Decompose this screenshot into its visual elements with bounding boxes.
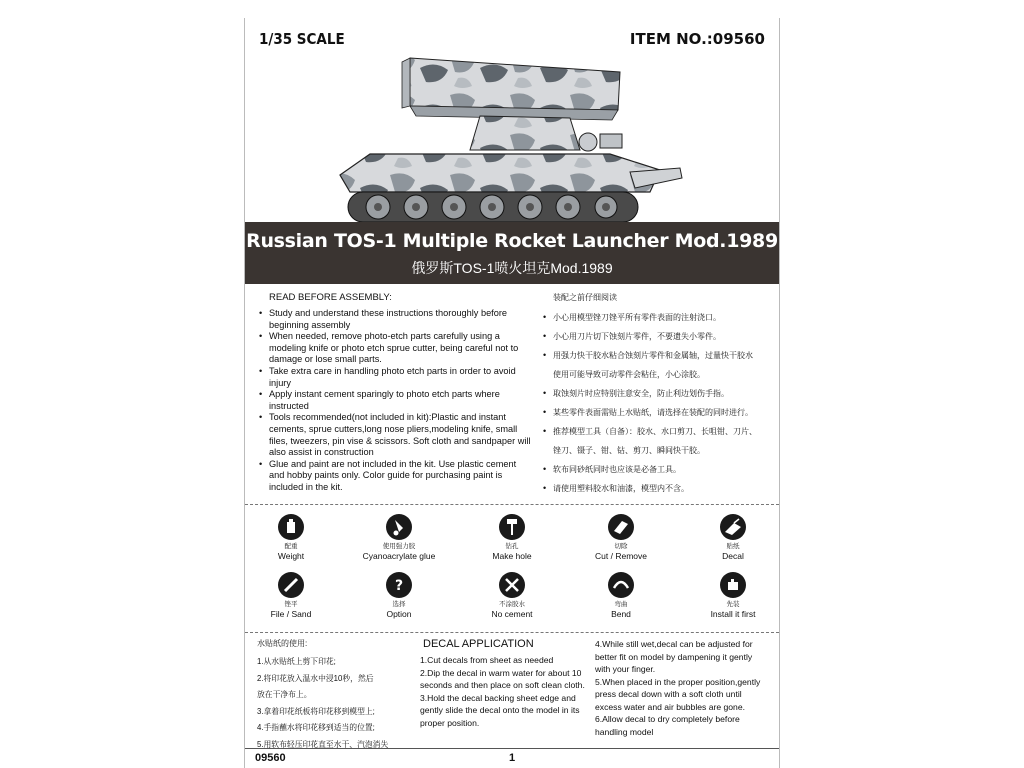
list-item: 2.将印花放入温水中浸10秒，然后 [257,673,374,683]
list-item: 3.Hold the decal backing sheet edge and [420,692,576,703]
list-item: 1.Cut decals from sheet as needed [420,655,554,665]
list-item: 1.从水贴纸上剪下印花; [257,657,336,666]
list-item: handling model [595,726,654,737]
item-number: ITEM NO.:09560 [629,30,765,48]
list-item: • 用强力快干胶水粘合蚀刻片零件和金属轴，过量快干胶水 [543,346,773,365]
list-item: • 软布同砂纸同时也应该是必备工具。 [543,460,773,479]
decal-heading: DECAL APPLICATION [423,638,534,650]
drill-icon [499,514,525,540]
list-item: excess water and air bubbles are gone. [595,701,746,712]
list-item: • Apply instant cement sparingly to photo etch parts where instructed [259,389,534,412]
legend-option: ? 选择 Option [345,572,453,619]
list-item: • 取蚀刻片时应特别注意安全，防止利边划伤手指。 [543,384,773,403]
list-item: • Glue and paint are not included in the kit. Use plastic cement and hobby paints only. Color guide for purchasing paint is included in the kit. [259,459,534,494]
read-before-list [259,308,534,494]
scale-label: 1/35 SCALE [259,30,345,48]
legend-glue: 使用强力胶 Cyanoacrylate glue [345,514,453,561]
list-item: 锉刀、镊子、钳、钻、剪刀、瞬间快干胶。 [553,446,705,455]
no-cement-icon [499,572,525,598]
legend-drill: 钻孔 Make hole [458,514,566,561]
title-band [245,222,779,284]
title-chinese: 俄罗斯TOS-1喷火坦克Mod.1989 [411,260,613,276]
legend-no-cement: 不涂胶水 No cement [458,572,566,619]
decal-steps-1 [420,654,600,729]
decal-icon [720,514,746,540]
decal-steps-cn [257,654,417,753]
title-english: Russian TOS-1 Multiple Rocket Launcher Mod.1989 [246,230,778,252]
glue-drop-icon [386,514,412,540]
list-item: • 某些零件表面需贴上水贴纸，请选择在装配的同时进行。 [543,403,773,422]
list-item: • 请使用塑料胶水和油漆，模型内不含。 [543,479,773,498]
list-item: 4.While still wet,decal can be adjusted for [595,639,753,649]
svg-text:?: ? [394,578,404,594]
list-item: seconds and then place on soft clean cloth. [420,680,585,690]
decal-heading-cn: 水贴纸的使用: [257,639,308,648]
tos1-tank-illustration [330,50,695,228]
legend-bend: 弯曲 Bend [567,572,675,619]
symbol-legend [245,514,779,632]
divider [245,632,779,633]
list-item: 3.拿着印花纸板将印花移到模型上; [257,706,375,716]
instruction-sheet [244,18,780,768]
list-item: 放在干净布上。 [257,690,312,699]
list-item: 6.Allow decal to dry completely before [595,714,740,724]
question-icon [386,572,412,598]
list-item: • 推荐模型工具（自备）：胶水、水口剪刀、长咀钳、刀片、 [543,422,773,441]
decal-steps-2 [595,638,775,738]
list-item: • Study and understand these instructions thoroughly before beginning assembly [259,308,534,331]
weight-icon [278,514,304,540]
list-item: 2.Dip the decal in warm water for about 10 [420,667,582,678]
legend-decal: 贴纸 Decal [679,514,780,561]
footer-item-code: 09560 [255,752,286,764]
read-before-list-cn [543,308,773,498]
list-item: 4.手指蘸水将印花移到适当的位置; [257,723,375,732]
list-item: • Tools recommended(not included in kit):Plastic and instant cements, sprue cutters,long nose pliers,modeling knife, small files, tweezers, pin vise & scissors. Soft cloth and sandpaper will also assist in construction [259,412,534,458]
list-item: 5.用软布轻压印花直至水干、汽泡消失 [257,739,389,749]
cut-icon [608,514,634,540]
list-item: better fit on model by dampening it gently [595,651,753,662]
legend-weight: 配重 Weight [244,514,345,561]
footer-rule [245,748,779,749]
read-before-heading: READ BEFORE ASSEMBLY: [269,292,392,303]
list-item: proper position. [420,717,480,728]
legend-install-first: 先装 Install it first [679,572,780,619]
list-item: • Take extra care in handling photo etch parts in order to avoid injury [259,366,534,389]
list-item: 使用可能导致可动零件会粘住，小心涂胶。 [553,370,705,379]
list-item: gently slide the decal onto the model in its [420,705,580,715]
legend-file: 锉平 File / Sand [244,572,345,619]
page-number: 1 [509,752,516,764]
list-item: press decal down with a soft cloth until [595,689,742,699]
hand-icon [720,572,746,598]
divider [245,504,779,505]
list-item: with your finger. [595,664,656,674]
list-item: • 小心用刀片切下蚀刻片零件，不要遗失小零件。 [543,327,773,346]
list-item: • When needed, remove photo-etch parts carefully using a modeling knife or photo etch sprue cutter, being careful not to damage or lose small parts. [259,331,534,366]
file-icon [278,572,304,598]
legend-cut: 切除 Cut / Remove [567,514,675,561]
bend-icon [608,572,634,598]
list-item: 5.When placed in the proper position,gently [595,676,761,687]
list-item: • 小心用模型锉刀锉平所有零件表面的注射浇口。 [543,308,773,327]
read-before-heading-cn: 装配之前仔细阅读 [553,293,617,302]
